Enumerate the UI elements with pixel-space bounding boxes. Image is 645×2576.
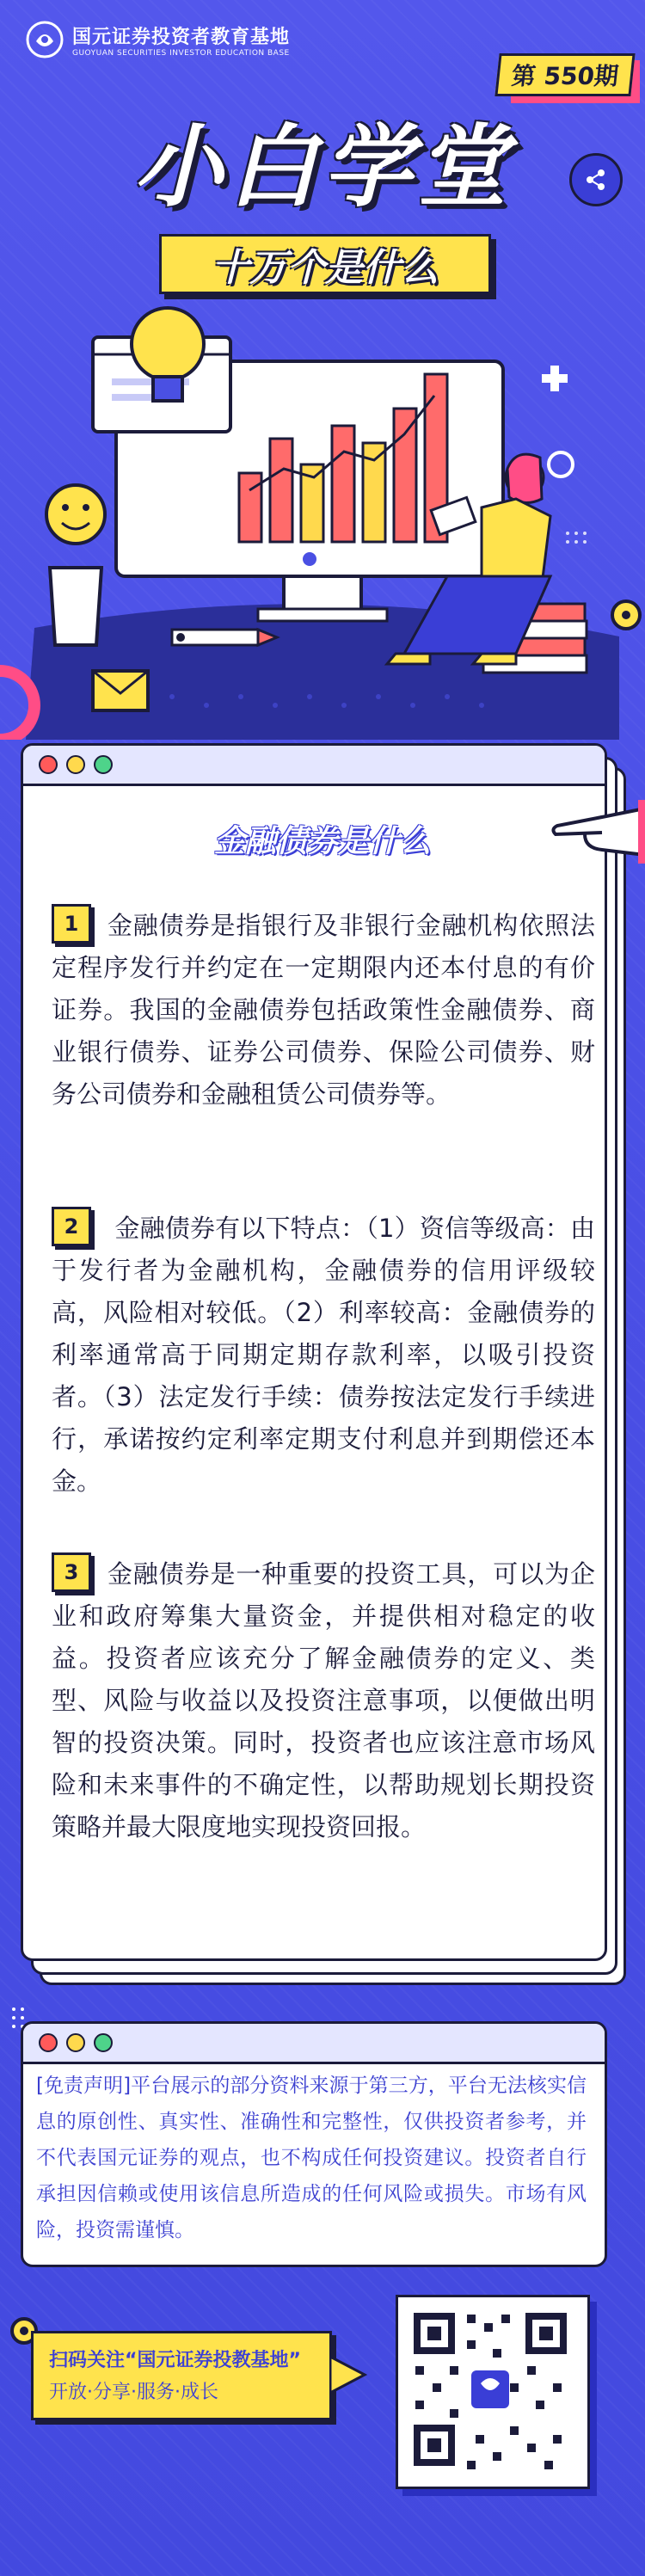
smiley-icon [46,485,105,544]
share-button[interactable] [569,153,623,206]
article-title [0,817,645,861]
window-dot-green [94,2033,113,2052]
follow-box [31,2331,332,2420]
disclaimer-card-titlebar [23,2024,605,2064]
paragraph-number: 2 [52,1207,91,1246]
slogan: 开放·分享·服务·成长 [49,2382,218,2403]
disclaimer-text: [免责声明]平台展示的部分资料来源于第三方，平台无法核实信息的原创性、真实性、准确性和完整性，仅供投资者参考，并不代表国元证券的观点，也不构成任何投资建议。投资者自行承担因信赖或使用该信息所造成的任何风险或损失。市场有风险，投资需谨慎。 [36,2075,587,2241]
window-dot-red [39,2033,58,2052]
envelope-icon [93,671,148,710]
paragraph-3 [52,1553,595,1848]
window-dot-red [39,755,58,774]
qr-code-image [398,2297,582,2481]
window-dot-yellow [66,2033,85,2052]
window-dot-green [94,755,113,774]
window-dot-yellow [66,755,85,774]
paragraph-1 [52,905,595,1116]
hero-illustration [0,292,645,740]
brand-name-en: GUOYUAN SECURITIES INVESTOR EDUCATION BASE [72,48,290,58]
pencil-icon [172,630,277,645]
qr-code[interactable] [396,2295,590,2489]
share-icon [584,168,608,192]
paragraph-number: 1 [52,904,91,944]
issue-number: 第 550期 [494,53,635,96]
paragraph-number: 3 [52,1552,91,1592]
paragraph-2 [52,1208,595,1503]
article-title-text: 金融债券是什么 [213,824,431,859]
follow-label: 扫码关注“国元证券投教基地” [49,2350,301,2371]
paragraph-text: 金融债券是指银行及非银行金融机构依照法定程序发行并约定在一定期限内还本付息的有价证券。我国的金融债券包括政策性金融债券、商业银行债券、证券公司债券、保险公司债券、财务公司债券和金融租赁公司债券等。 [52,911,595,1109]
paragraph-text: 金融债券是一种重要的投资工具，可以为企业和政府筹集大量资金，并提供相对稳定的收益。投资者应该充分了解金融债券的定义、类型、风险与收益以及投资注意事项，以便做出明智的投资决策。同时，投资者也应该注意市场风险和未来事件的不确定性，以帮助规划长期投资策略并最大限度地实现投资回报。 [52,1559,595,1841]
article-card-titlebar [23,746,605,786]
brand-name-cn: 国元证券投资者教育基地 [72,26,291,48]
page-title: 小白学堂 [132,114,512,219]
paragraph-text: 金融债券有以下特点：（1）资信等级高：由于发行者为金融机构，金融债券的信用评级较高，风险相对较低。（2）利率较高：金融债券的利率通常高于同期定期存款利率，以吸引投资者。（3）法定发行手续：债券按法定发行手续进行，承诺按约定利率定期支付利息并到期偿还本金。 [52,1214,595,1496]
logo-icon [26,21,64,58]
page-subtitle: 十万个是什么 [159,234,491,294]
brand-logo [26,21,290,58]
arrow-right-icon [330,2353,373,2396]
